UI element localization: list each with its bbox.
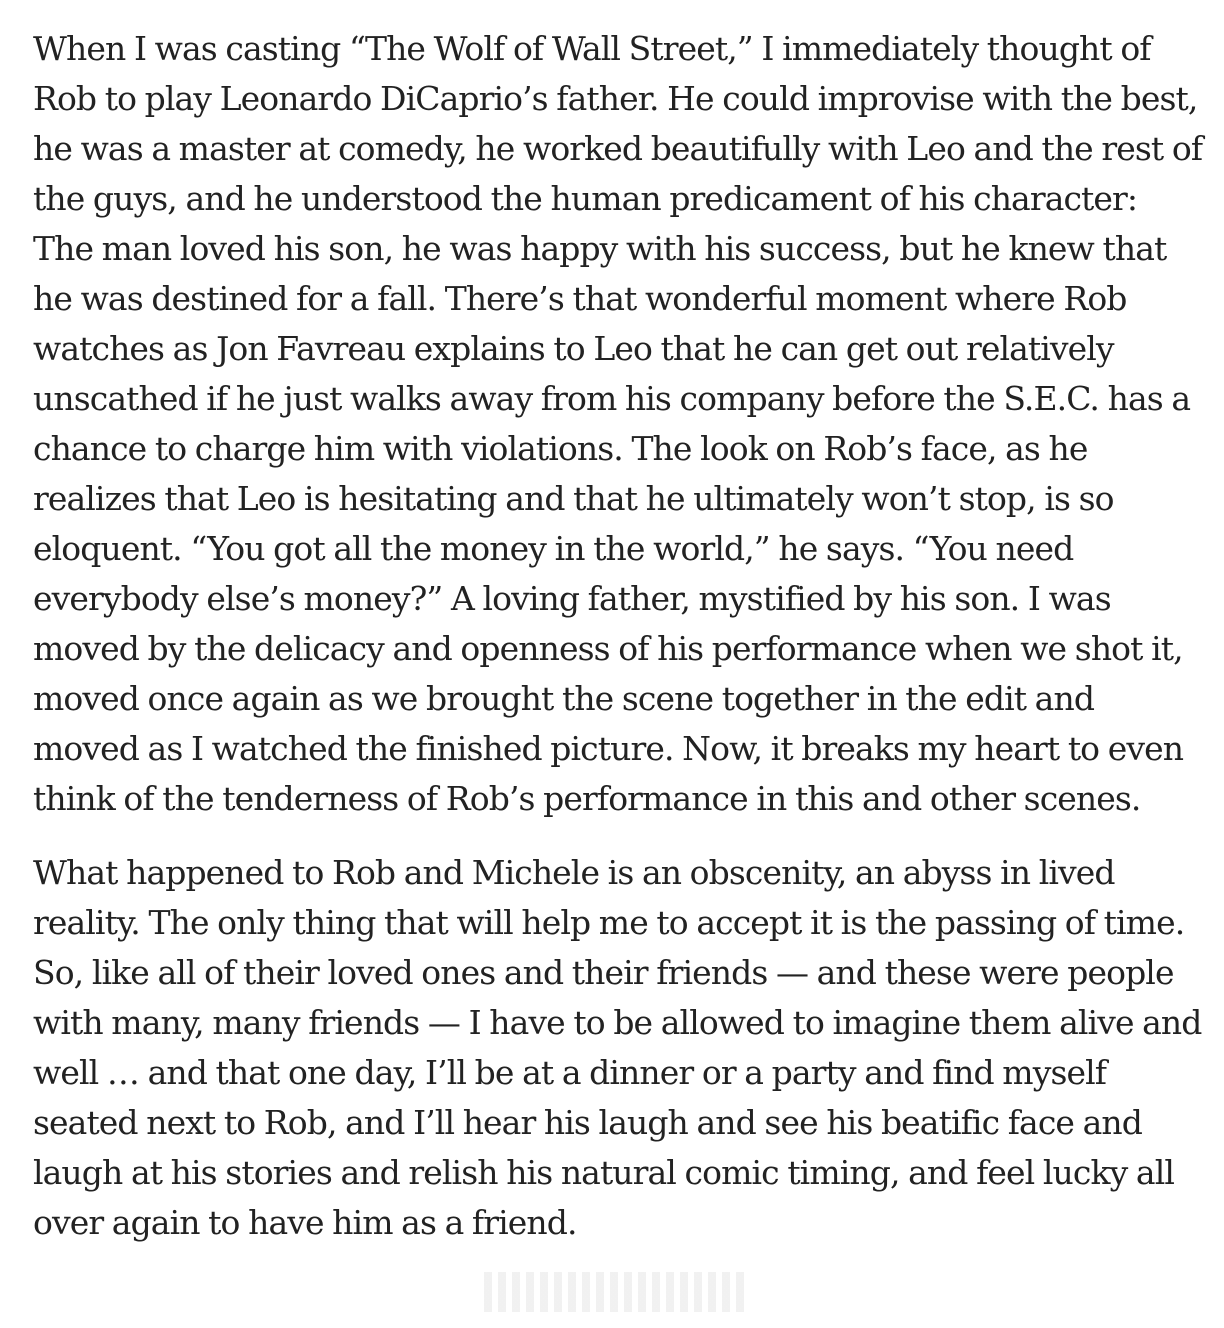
article-body xyxy=(33,24,1203,1272)
paragraph-1: When I was casting “The Wolf of Wall Street,” I immediately thought of Rob to play Leonardo DiCaprio’s father. He could improvise with the best, he was a master at comedy, he worked beautifully with Leo and the rest of the guys, and he understood the human predicament of his character: The man loved his son, he was happy with his success, but he knew that he was destined for a fall. There’s that wonderful moment where Rob watches as Jon Favreau explains to Leo that he can get out relatively unscathed if he just walks away from his company before the S.E.C. has a chance to charge him with violations. The look on Rob’s face, as he realizes that Leo is hesitating and that he ultimately won’t stop, is so eloquent. “You got all the money in the world,” he says. “You need everybody else’s money?” A loving father, mystified by his son. I was moved by the delicacy and openness of his performance when we shot it, moved once again as we brought the scene together in the edit and moved as I watched the finished picture. Now, it breaks my heart to even think of the tenderness of Rob’s performance in this and other scenes. xyxy=(33,29,1203,818)
watermark-overlay xyxy=(478,1272,748,1312)
paragraph-2: What happened to Rob and Michele is an obscenity, an abyss in lived reality. The only thing that will help me to accept it is the passing of time. So, like all of their loved ones and their friends — and these were people with many, many friends — I have to be allowed to imagine them alive and well … and that one day, I’ll be at a dinner or a party and find myself seated next to Rob, and I’ll hear his laugh and see his beatific face and laugh at his stories and relish his natural comic timing, and feel lucky all over again to have him as a friend. xyxy=(33,853,1202,1242)
